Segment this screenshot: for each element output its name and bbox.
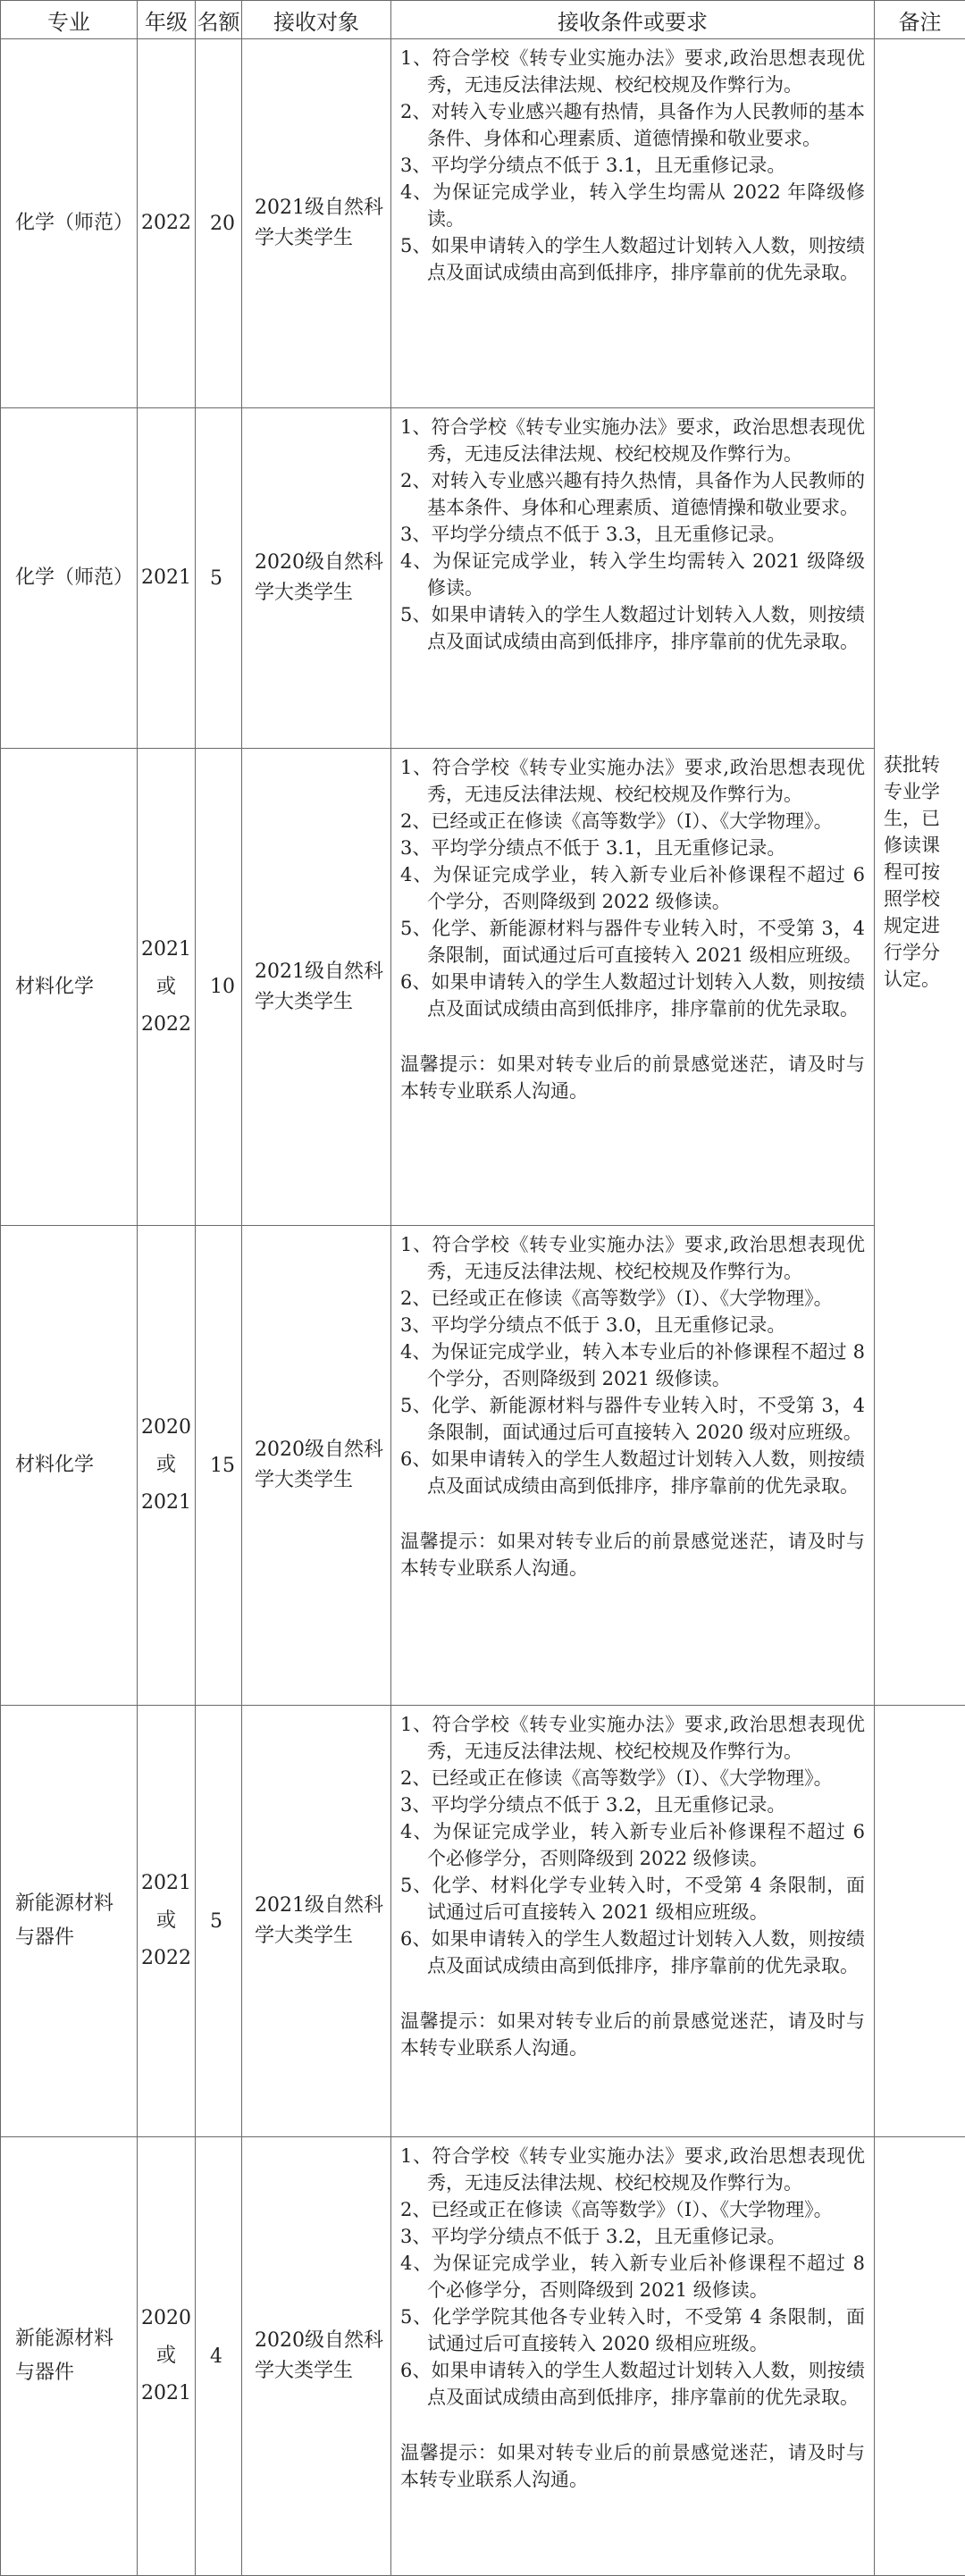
grade-text: 2021 [138,559,195,597]
quota-cell: 5 [196,1706,242,2137]
header-requirements: 接收条件或要求 [391,1,875,39]
grade-cell [138,408,196,749]
header-quota: 名额 [196,1,242,39]
requirement-item: 2、已经或正在修读《高等数学》（Ⅰ）、《大学物理》。 [400,1765,865,1791]
target-cell: 2020级自然科学大类学生 [242,1226,391,1706]
header-row [1,1,965,39]
requirement-item: 5、化学学院其他各专业转入时，不受第 4 条限制，面试通过后可直接转入 2020 级相应班级。 [400,2303,865,2357]
requirement-item: 5、化学、材料化学专业转入时，不受第 4 条限制，面试通过后可直接转入 2021 级相应班级。 [400,1872,865,1926]
requirement-item: 4、为保证完成学业，转入学生均需从 2022 年降级修读。 [400,179,865,232]
grade-text: 2021 [138,931,195,969]
table-row [1,749,965,1226]
major-cell: 化学（师范） [1,408,138,749]
requirement-item: 6、如果申请转入的学生人数超过计划转入人数，则按绩点及面试成绩由高到低排序，排序靠前的优先录取。 [400,1926,865,1979]
requirement-item: 3、平均学分绩点不低于 3.0，且无重修记录。 [400,1312,865,1338]
requirements-cell [391,749,875,1226]
major-cell: 化学（师范） [1,39,138,408]
quota-cell: 20 [196,39,242,408]
note-cell-empty [875,2137,965,2576]
requirement-item: 5、化学、新能源材料与器件专业转入时，不受第 3，4 条限制，面试通过后可直接转入 2021 级相应班级。 [400,915,865,969]
major-cell: 新能源材料与器件 [1,1706,138,2137]
grade-text: 或 [138,969,195,1006]
requirement-item: 1、符合学校《转专业实施办法》要求,政治思想表现优秀，无违反法律法规、校纪校规及作弊行为。 [400,45,865,98]
requirement-item: 3、平均学分绩点不低于 3.3，且无重修记录。 [400,521,865,548]
quota-cell: 5 [196,408,242,749]
requirement-item: 4、为保证完成学业，转入新专业后补修课程不超过 6 个必修学分，否则降级到 2022 级修读。 [400,1818,865,1872]
warm-tip: 温馨提示：如果对转专业后的前景感觉迷茫，请及时与本转专业联系人沟通。 [400,2008,865,2061]
target-cell: 2020级自然科学大类学生 [242,408,391,749]
quota-cell: 4 [196,2137,242,2576]
major-cell: 新能源材料与器件 [1,2137,138,2576]
grade-text: 2020 [138,2300,195,2337]
requirement-item: 1、符合学校《转专业实施办法》要求,政治思想表现优秀，无违反法律法规、校纪校规及作弊行为。 [400,1711,865,1765]
note-cell-empty [875,1706,965,2137]
requirement-item: 3、平均学分绩点不低于 3.1，且无重修记录。 [400,835,865,861]
requirement-item: 6、如果申请转入的学生人数超过计划转入人数，则按绩点及面试成绩由高到低排序，排序靠前的优先录取。 [400,969,865,1022]
major-cell: 材料化学 [1,1226,138,1706]
quota-cell: 10 [196,749,242,1226]
warm-tip: 温馨提示：如果对转专业后的前景感觉迷茫，请及时与本转专业联系人沟通。 [400,1051,865,1104]
header-target: 接收对象 [242,1,391,39]
requirement-item: 4、为保证完成学业，转入学生均需转入 2021 级降级修读。 [400,548,865,601]
table-row [1,39,965,408]
warm-tip: 温馨提示：如果对转专业后的前景感觉迷茫，请及时与本转专业联系人沟通。 [400,1528,865,1582]
grade-cell [138,749,196,1226]
target-cell: 2020级自然科学大类学生 [242,2137,391,2576]
table-row [1,1226,965,1706]
table-row [1,2137,965,2576]
grade-text: 或 [138,2337,195,2375]
grade-text: 2022 [138,1940,195,1977]
requirement-item: 3、平均学分绩点不低于 3.2，且无重修记录。 [400,2223,865,2250]
requirement-item: 2、已经或正在修读《高等数学》（Ⅰ）、《大学物理》。 [400,808,865,835]
requirement-item: 6、如果申请转入的学生人数超过计划转入人数，则按绩点及面试成绩由高到低排序，排序靠前的优先录取。 [400,2357,865,2411]
requirement-item: 3、平均学分绩点不低于 3.2，且无重修记录。 [400,1791,865,1818]
requirements-cell [391,2137,875,2576]
requirement-item: 2、已经或正在修读《高等数学》（Ⅰ）、《大学物理》。 [400,1285,865,1312]
requirement-item: 2、已经或正在修读《高等数学》（Ⅰ）、《大学物理》。 [400,2196,865,2223]
grade-cell [138,39,196,408]
requirement-item: 5、如果申请转入的学生人数超过计划转入人数，则按绩点及面试成绩由高到低排序，排序靠前的优先录取。 [400,232,865,286]
grade-text: 2022 [138,205,195,242]
requirement-item: 1、符合学校《转专业实施办法》要求,政治思想表现优秀，无违反法律法规、校纪校规及作弊行为。 [400,1231,865,1285]
requirement-item: 1、符合学校《转专业实施办法》要求，政治思想表现优秀，无违反法律法规、校纪校规及作弊行为。 [400,414,865,467]
header-major: 专业 [1,1,138,39]
requirement-item: 1、符合学校《转专业实施办法》要求,政治思想表现优秀，无违反法律法规、校纪校规及作弊行为。 [400,754,865,808]
requirement-item: 3、平均学分绩点不低于 3.1，且无重修记录。 [400,152,865,179]
requirement-item: 5、化学、新能源材料与器件专业转入时，不受第 3，4 条限制，面试通过后可直接转入 2020 级对应班级。 [400,1392,865,1446]
grade-cell [138,2137,196,2576]
requirement-item: 6、如果申请转入的学生人数超过计划转入人数，则按绩点及面试成绩由高到低排序，排序靠前的优先录取。 [400,1446,865,1499]
grade-cell [138,1706,196,2137]
target-cell: 2021级自然科学大类学生 [242,1706,391,2137]
requirement-item: 4、为保证完成学业，转入新专业后补修课程不超过 6 个学分，否则降级到 2022 级修读。 [400,861,865,915]
grade-text: 2022 [138,1006,195,1044]
grade-text: 或 [138,1902,195,1940]
requirement-item: 5、如果申请转入的学生人数超过计划转入人数，则按绩点及面试成绩由高到低排序，排序靠前的优先录取。 [400,601,865,655]
requirements-cell [391,1706,875,2137]
target-cell: 2021级自然科学大类学生 [242,749,391,1226]
requirement-item: 1、符合学校《转专业实施办法》要求,政治思想表现优秀，无违反法律法规、校纪校规及作弊行为。 [400,2143,865,2196]
header-grade: 年级 [138,1,196,39]
requirement-item: 4、为保证完成学业，转入新专业后补修课程不超过 8 个必修学分，否则降级到 2021 级修读。 [400,2250,865,2303]
requirements-cell [391,39,875,408]
table-row [1,408,965,749]
note-cell: 获批转专业学生，已修读课程可按照学校规定进行学分认定。 [875,39,965,1706]
major-cell: 材料化学 [1,749,138,1226]
warm-tip: 温馨提示：如果对转专业后的前景感觉迷茫，请及时与本转专业联系人沟通。 [400,2439,865,2493]
grade-text: 2021 [138,1865,195,1902]
grade-cell [138,1226,196,1706]
table-row [1,1706,965,2137]
grade-text: 或 [138,1447,195,1484]
grade-text: 2021 [138,1484,195,1522]
grade-text: 2021 [138,2375,195,2412]
quota-cell: 15 [196,1226,242,1706]
requirement-item: 4、为保证完成学业，转入本专业后的补修课程不超过 8 个学分，否则降级到 2021 级修读。 [400,1338,865,1392]
header-note: 备注 [875,1,965,39]
requirement-item: 2、对转入专业感兴趣有持久热情，具备作为人民教师的基本条件、身体和心理素质、道德情操和敬业要求。 [400,467,865,521]
requirements-cell [391,1226,875,1706]
requirements-cell [391,408,875,749]
target-cell: 2021级自然科学大类学生 [242,39,391,408]
grade-text: 2020 [138,1409,195,1447]
requirement-item: 2、对转入专业感兴趣有热情，具备作为人民教师的基本条件、身体和心理素质、道德情操和敬业要求。 [400,98,865,152]
